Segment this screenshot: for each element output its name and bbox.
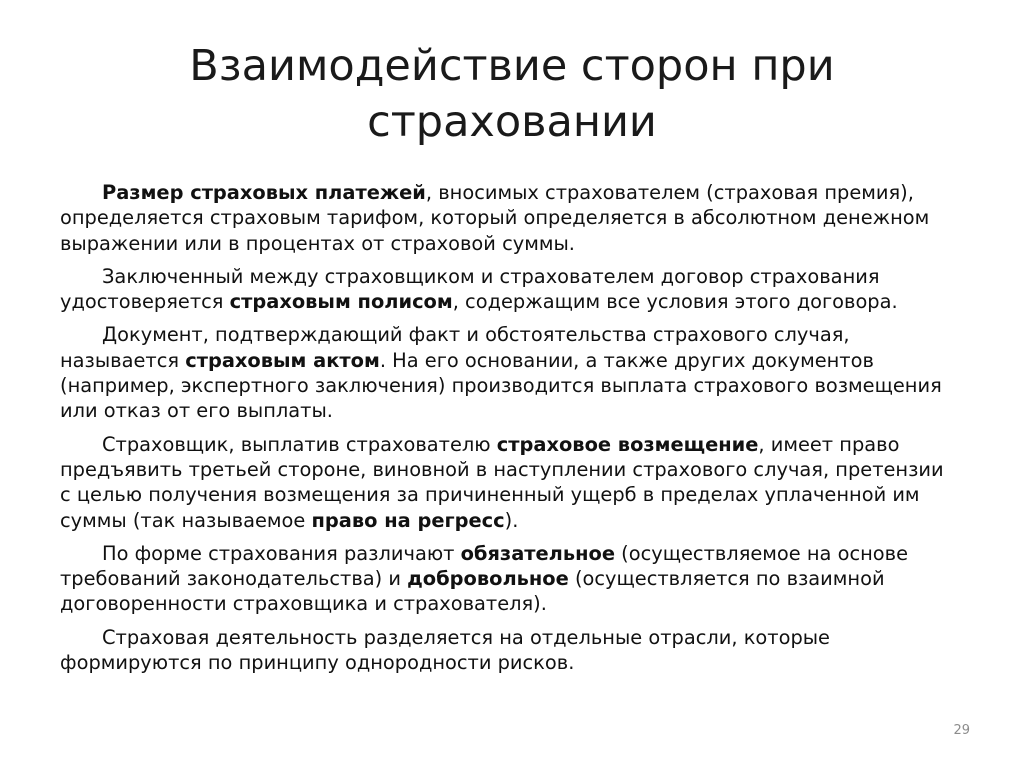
text-segment: Документ, подтверждающий факт и обстоятельства страхового случая, называется	[60, 323, 850, 372]
term-bold: страховым актом	[185, 348, 380, 372]
text-segment: (осуществляемое на основе требований законодательства) и	[60, 541, 909, 591]
term-bold: страховым полисом	[229, 290, 453, 314]
text-segment: . На его основании, а также других документов (например, экспертного заключения) производится выплата страхового возмещения или отказ от его выплаты.	[60, 348, 942, 423]
text-segment: , вносимых страхователем (страховая премия), определяется страховым тарифом, который определяется в абсолютном денежном выражении или в процентах от страховой суммы.	[60, 181, 930, 255]
text-segment: По форме страхования различают	[102, 541, 461, 565]
slide-title-line-2: страховании	[367, 97, 657, 147]
slide-body	[60, 180, 960, 683]
text-segment: Страховая деятельность разделяется на отдельные отрасли, которые формируются по принципу однородности рисков.	[60, 625, 830, 675]
term-bold: обязательное	[460, 541, 615, 565]
text-segment: (осуществляется по взаимной договоренности страховщика и страхователя).	[60, 567, 885, 616]
text-segment: , содержащим все условия этого договора.	[452, 290, 898, 314]
text-segment: , имеет право предъявить третьей стороне, виновной в наступлении страхового случая, претензии с целью получения возмещения за причиненный ущерб в пределах уплаченной им суммы (так называемое	[60, 432, 944, 532]
paragraph	[60, 541, 960, 617]
term-bold: право на регресс	[311, 508, 505, 532]
paragraph	[60, 322, 960, 423]
text-segment: Заключенный между страховщиком и страхователем договор страхования удостоверяется	[60, 264, 880, 314]
slide-title-line-1: Взаимодействие сторон при	[189, 41, 835, 91]
slide-title	[60, 38, 964, 150]
page-number: 29	[953, 723, 970, 738]
paragraph	[60, 264, 960, 315]
paragraph	[60, 432, 960, 533]
term-bold: страховое возмещение	[496, 432, 759, 456]
term-bold: добровольное	[407, 567, 569, 591]
text-segment: ).	[504, 508, 519, 532]
paragraph	[60, 625, 960, 676]
term-bold: Размер страховых платежей	[102, 181, 426, 204]
text-segment: Страховщик, выплатив страхователю	[102, 432, 497, 456]
paragraph	[60, 180, 960, 256]
